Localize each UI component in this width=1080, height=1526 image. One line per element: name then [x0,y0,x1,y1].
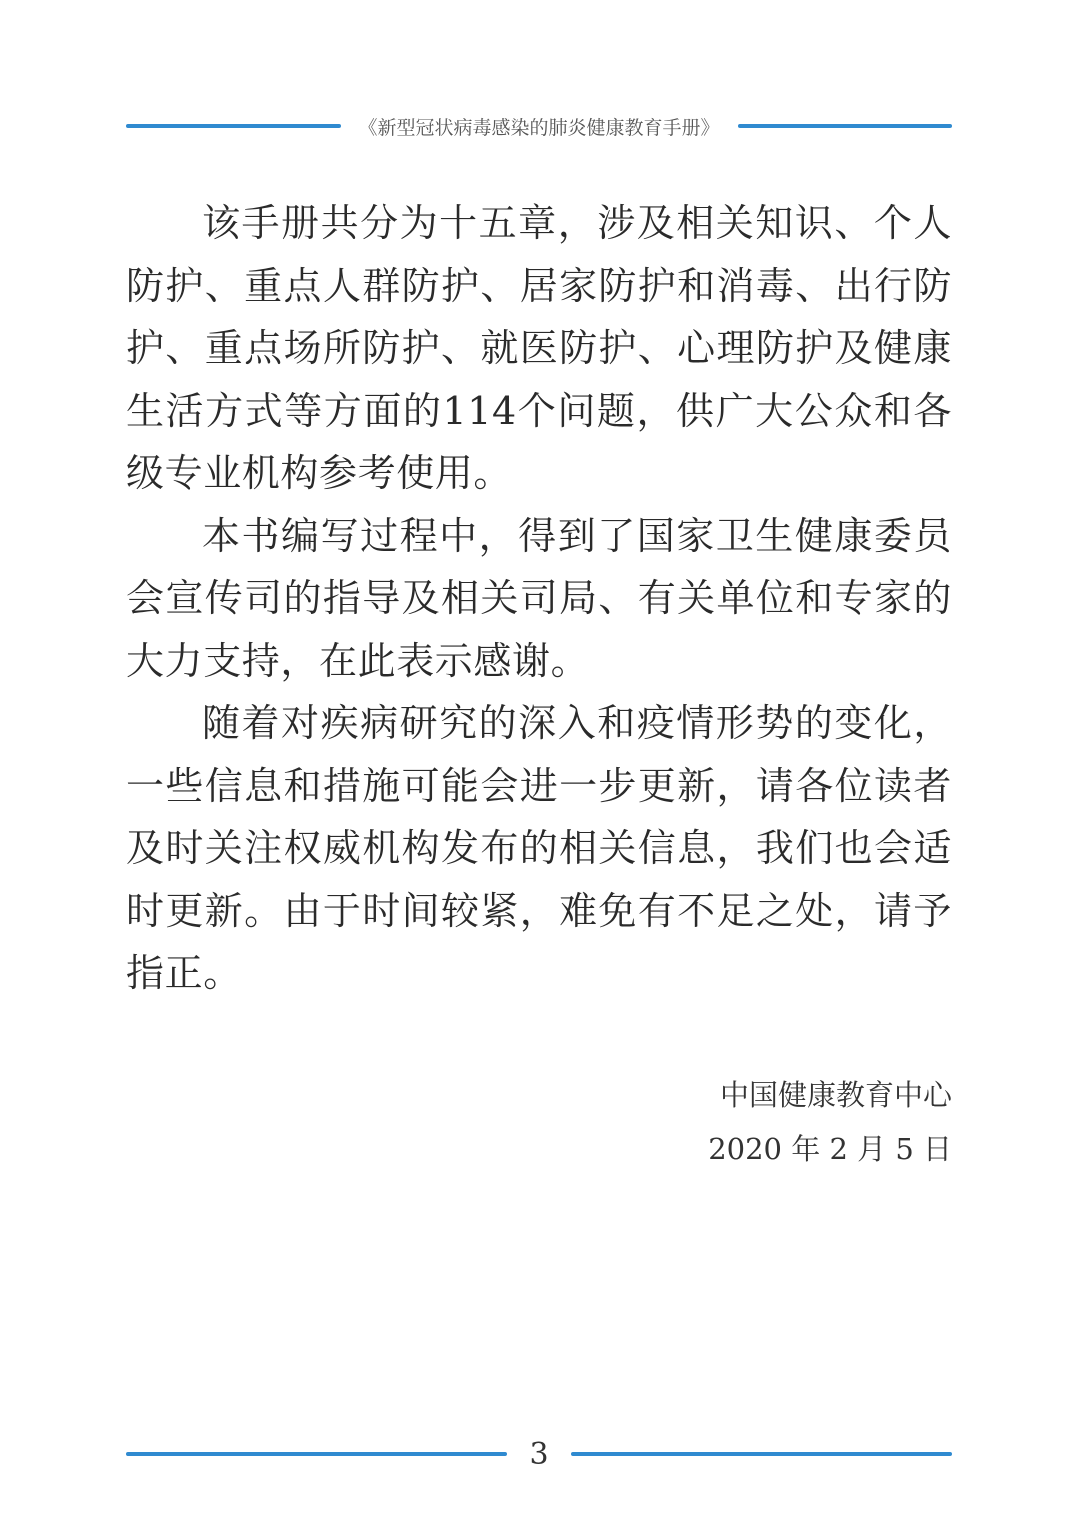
footer-rule-left [126,1452,507,1456]
paragraph-acknowledgement: 本书编写过程中，得到了国家卫生健康委员会宣传司的指导及相关司局、有关单位和专家的大力支持，在此表示感谢。 [126,513,952,683]
footer-rule-right [571,1452,952,1456]
page-number: 3 [529,1436,549,1472]
header-rule-right [738,124,953,128]
paragraph-contents-overview: 该手册共分为十五章，涉及相关知识、个人防护、重点人群防护、居家防护和消毒、出行防护、重点场所防护、就医防护、心理防护及健康生活方式等方面的114个问题，供广大公众和各级专业机构参考使用。 [126,201,952,495]
body-text [126,192,952,1005]
signature-organization: 中国健康教育中心 [719,1078,952,1112]
page-footer [126,1432,952,1476]
header-title: 《新型冠状病毒感染的肺炎健康教育手册》 [358,116,720,139]
header-rule-left [126,124,341,128]
signature-date: 2020 年 2 月 5 日 [708,1132,952,1166]
page-header [126,108,952,144]
paragraph-update-notice: 随着对疾病研究的深入和疫情形势的变化，一些信息和措施可能会进一步更新，请各位读者及时关注权威机构发布的相关信息，我们也会适时更新。由于时间较紧，难免有不足之处，请予指正。 [126,701,952,995]
signature-block [708,1068,952,1176]
